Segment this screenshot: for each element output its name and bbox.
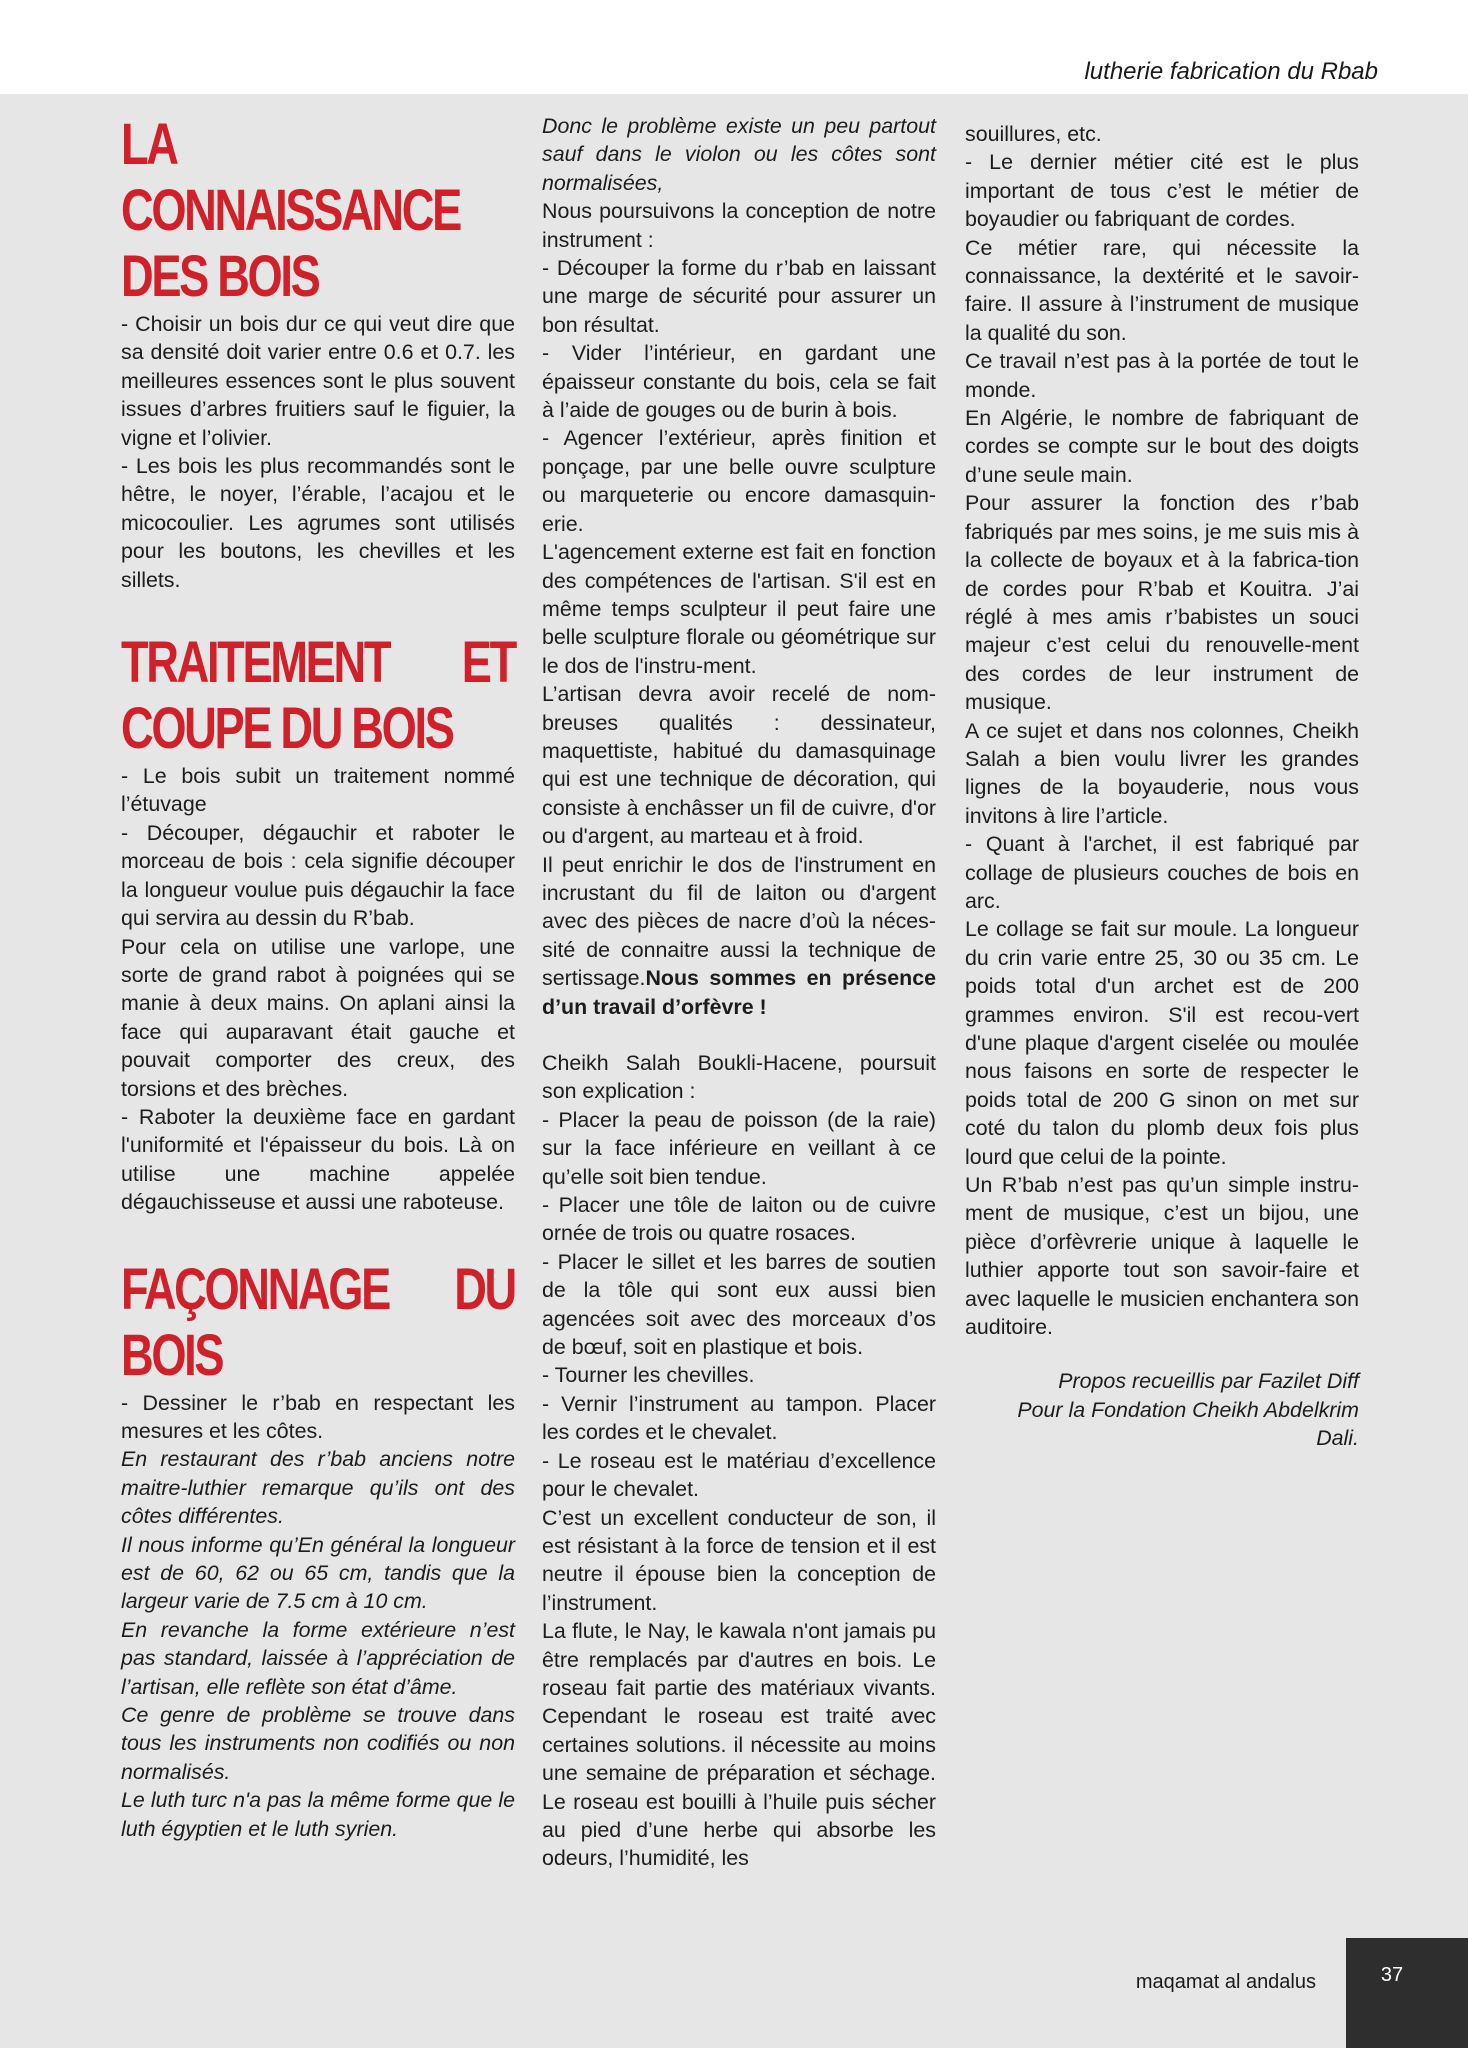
paragraph: Pour cela on utilise une varlope, une sorte de grand rabot à poignées qui se manie à deux mains. On aplani ainsi la face qui auparavant était gauche et pouvait comporter des creux, des torsions et des brèches. xyxy=(121,934,515,1101)
section-heading-shaping xyxy=(121,1257,515,1389)
heading-line: DES BOIS xyxy=(121,244,319,309)
paragraph: Cheikh Salah Boukli-Hacene, poursuit son explication : xyxy=(542,1051,936,1104)
heading-line: LA CONNAISSANCE xyxy=(121,112,460,243)
heading-line: COUPE DU BOIS xyxy=(121,696,453,762)
paragraph: Le luth turc n'a pas la même forme que le luth égyptien et le luth syrien. xyxy=(121,1788,515,1841)
paragraph: Pour assurer la fonction des r’bab fabriqués par mes soins, je me suis mis à la collecte de boyaux et à la fabrica-tion de cordes pour R’bab et Kouitra. J’ai réglé à mes amis r’babistes un souci majeur c’est celui du renouvelle-ment des cordes de leur instrument de musique. xyxy=(965,491,1359,715)
paragraph: En revanche la forme extérieure n’est pas standard, laissée à l’appréciation de l’artisan, elle reflète son état d’âme. xyxy=(121,1617,515,1699)
paragraph: - Le dernier métier cité est le plus important de tous c’est le métier de boyaudier ou fabriquant de cordes. xyxy=(965,150,1359,232)
signature-line: Propos recueillis par Fazilet Diff xyxy=(1058,1369,1359,1394)
spacer xyxy=(542,1021,936,1049)
paragraph: - Placer le sillet et les barres de soutien de la tôle qui sont eux aussi bien agencées soit avec des morceaux d’os de bœuf, soit en plastique et bois. xyxy=(542,1249,936,1360)
signature-line: Dali. xyxy=(1316,1426,1359,1451)
paragraph: - Vider l’intérieur, en gardant une épaisseur constante du bois, cela se fait à l’aide de gouges ou de burin à bois. xyxy=(542,341,936,423)
page-header xyxy=(0,0,1468,94)
paragraph: Ce travail n’est pas à la portée de tout le monde. xyxy=(965,349,1359,402)
emphasis: Nous sommes en présence d’un travail d’orfèvre ! xyxy=(542,966,936,1019)
page-number-box xyxy=(1346,1938,1468,2048)
running-title: lutherie fabrication du Rbab xyxy=(1084,58,1378,85)
paragraph: Il nous informe qu’En général la longueur est de 60, 62 ou 65 cm, tandis que la largeur varie de 7.5 cm à 10 cm. xyxy=(121,1532,515,1614)
paragraph: Un R’bab n’est pas qu’un simple instru-ment de musique, c’est un bijou, une pièce d’orfèvrerie unique à laquelle le luthier apporte tout son savoir-faire et avec laquelle le musicien enchantera son auditoire. xyxy=(965,1173,1359,1340)
signature-line: Pour la Fondation Cheikh Abdelkrim xyxy=(1017,1397,1359,1422)
paragraph: - Agencer l’extérieur, après finition et ponçage, par une belle ouvre sculpture ou marqueterie ou encore damasquin-erie. xyxy=(542,426,936,536)
paragraph: A ce sujet et dans nos colonnes, Cheikh Salah a bien voulu livrer les grandes lignes de la boyauderie, nous vous invitons à lire l’article. xyxy=(965,718,1359,828)
paragraph: L’artisan devra avoir recelé de nom-breuses qualités : dessinateur, maquettiste, habitué du damasquinage qui est une technique de décoration, qui consiste à enchâsser un fil de cuivre, d'or ou d'argent, au marteau et à froid. xyxy=(542,682,936,849)
paragraph: Ce métier rare, qui nécessite la connaissance, la dextérité et le savoir-faire. Il assure à l’instrument de musique la qualité du son. xyxy=(965,235,1359,345)
paragraph: L'agencement externe est fait en fonction des compétences de l'artisan. S'il est en même temps sculpteur il peut faire une belle sculpture florale ou géométrique sur le dos de l'instru-ment. xyxy=(542,540,936,678)
column-3 xyxy=(965,120,1359,1453)
section-heading-wood-knowledge xyxy=(121,112,515,310)
paragraph: - Découper, dégauchir et raboter le morceau de bois : cela signifie découper la longueur voulue puis dégauchir la face qui servira au dessin du R’bab. xyxy=(121,820,515,931)
paragraph: - Choisir un bois dur ce qui veut dire que sa densité doit varier entre 0.6 et 0.7. les meilleures essences sont le plus souvent issues d’arbres fruitiers sauf le figuier, la vigne et l’olivier. xyxy=(121,312,515,450)
paragraph: - Découper la forme du r’bab en laissant une marge de sécurité pour assurer un bon résultat. xyxy=(542,256,936,337)
paragraph: souillures, etc. xyxy=(965,122,1102,146)
magazine-name: maqamat al andalus xyxy=(1135,1971,1316,1993)
paragraph: - Le roseau est le matériau d’excellence pour le chevalet. xyxy=(542,1448,936,1502)
signature xyxy=(965,1367,1359,1452)
column-1 xyxy=(121,112,515,1843)
paragraph: - Placer une tôle de laiton ou de cuivre ornée de trois ou quatre rosaces. xyxy=(542,1193,936,1246)
paragraph-text: Il peut enrichir le dos de l'instrument en incrustant du fil de laiton ou d'argent avec des pièces de nacre d’où la néces-sité de connaitre aussi la technique de sertissage. xyxy=(542,852,936,991)
column-2 xyxy=(542,112,936,1873)
paragraph: - Quant à l'archet, il est fabriqué par collage de plusieurs couches de bois en arc. xyxy=(965,832,1359,913)
article-body xyxy=(0,94,1468,2048)
heading-line: TRAITEMENT ET xyxy=(121,630,515,696)
paragraph: - Vernir l’instrument au tampon. Placer les cordes et le chevalet. xyxy=(542,1391,936,1445)
paragraph xyxy=(542,851,936,1021)
paragraph: - Tourner les chevilles. xyxy=(542,1363,755,1388)
heading-line: FAÇONNAGE DU xyxy=(121,1256,515,1322)
heading-line: BOIS xyxy=(121,1322,223,1388)
paragraph: - Les bois les plus recommandés sont le hêtre, le noyer, l’érable, l’acajou et le micocoulier. Les agrumes sont utilisés pour les boutons, les chevilles et les sillets. xyxy=(121,454,515,592)
page-number: 37 xyxy=(1380,1964,1404,1986)
paragraph: La flute, le Nay, le kawala n'ont jamais pu être remplacés par d'autres en bois. Le roseau fait partie des matériaux vivants. Cependant le roseau est traité avec certaines solutions. il nécessite au moins une semaine de préparation et séchage. Le roseau est bouilli à l’huile puis sécher au pied d’une herbe qui absorbe les odeurs, l’humidité, les xyxy=(542,1619,936,1871)
paragraph: En restaurant des r’bab anciens notre maitre-luthier remarque qu’ils ont des côtes différentes. xyxy=(121,1447,515,1529)
paragraph: Ce genre de problème se trouve dans tous les instruments non codifiés ou non normalisés. xyxy=(121,1703,515,1784)
paragraph: Nous poursuivons la conception de notre instrument : xyxy=(542,199,936,252)
paragraph: Le collage se fait sur moule. La longueur du crin varie entre 25, 30 ou 35 cm. Le poids total d'un archet est de 200 grammes environ. S'il est recou-vert d'une plaque d'argent ciselée ou moulée nous faisons en sorte de respecter le poids total de 200 G sinon on met sur coté du talon du plomb deux fois plus lourd que celui de la pointe. xyxy=(965,917,1359,1169)
paragraph: Donc le problème existe un peu partout sauf dans le violon ou les côtes sont normalisées, xyxy=(542,114,936,195)
paragraph: C’est un excellent conducteur de son, il est résistant à la force de tension et il est neutre il épouse bien la conception de l’instrument. xyxy=(542,1505,936,1615)
paragraph: En Algérie, le nombre de fabriquant de cordes se compte sur le bout des doigts d’une seule main. xyxy=(965,406,1359,487)
paragraph: - Dessiner le r’bab en respectant les mesures et les côtes. xyxy=(121,1390,515,1443)
paragraph: - Placer la peau de poisson (de la raie) sur la face inférieure en veillant à ce qu’elle soit bien tendue. xyxy=(542,1107,936,1189)
section-heading-treatment xyxy=(121,630,515,762)
paragraph: - Le bois subit un traitement nommé l’étuvage xyxy=(121,764,515,817)
paragraph: - Raboter la deuxième face en gardant l'uniformité et l'épaisseur du bois. Là on utilise une machine appelée dégauchisseuse et aussi une raboteuse. xyxy=(121,1104,515,1215)
